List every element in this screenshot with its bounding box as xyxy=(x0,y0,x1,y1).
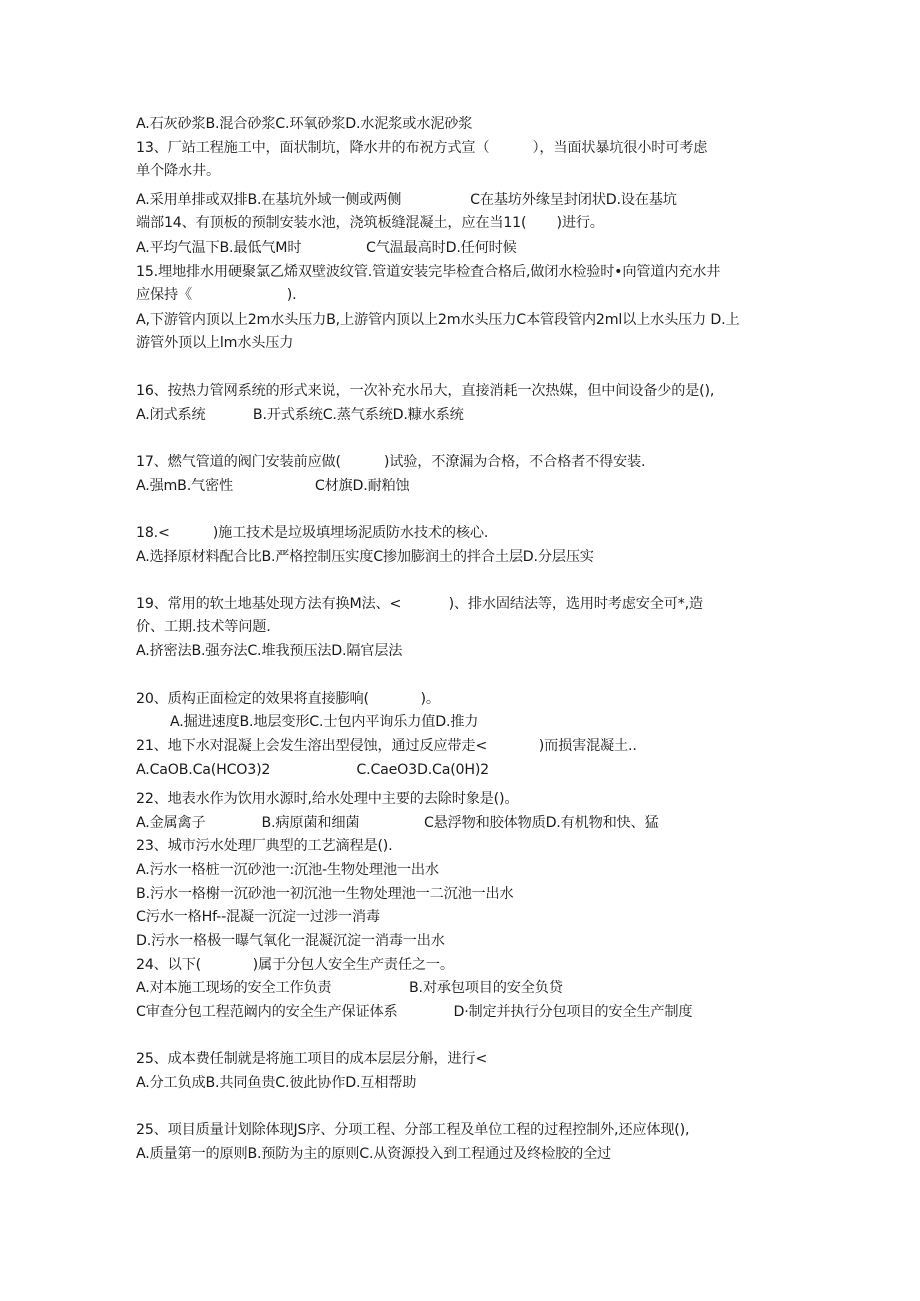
options-13: A.采用单排或双排B.在基坑外域一侧或两侧 C在基坊外缘呈封闭状D.设在基坑 xyxy=(136,192,677,208)
question-17: 17、燃气管道的阀门安装前应做( )试验，不潦漏为合格，不合格者不得安装. xyxy=(136,454,646,470)
question-15: 15.埋地排水用硬聚氯乙烯双壁波纹管.管道安装完毕检査合格后,做闭水检验时•向管道内充水井 xyxy=(136,264,721,280)
question-23: 23、城市污水处理厂典型的工艺滴程是(). xyxy=(136,838,393,854)
options-24-cd: C审查分包工程范阚内的安全生产保证体系 D·制定并执行分包项目的安全生产制度 xyxy=(136,1004,693,1020)
question-24: 24、以下( )属于分包人安全生产责任之一。 xyxy=(136,957,454,973)
option-23-c: C污水一格Hf--混凝一沉淀一过涉一消毒 xyxy=(136,909,380,925)
options-14: A.平均气温下B.最低气M时 C气温最高时D.任何时候 xyxy=(136,240,517,256)
question-22: 22、地表水作为饮用水源时,给水处理中主要的去除时象是()。 xyxy=(136,791,519,807)
question-19-cont: 价、工期.技术等问题. xyxy=(136,619,271,635)
question-14: 端部14、有顶板的预制安装水池，浇筑板缝混凝土，应在当11( )进行。 xyxy=(136,215,604,231)
option-line: A.石灰砂浆B.混合砂浆C.环氧砂浆D.水泥浆或水泥砂浆 xyxy=(136,116,473,132)
options-18: A.选择原材料配合比B.严格控制压实度C掺加膨润土的拌合土层D.分层压实 xyxy=(136,549,594,565)
question-13-cont: 单个降水井。 xyxy=(136,163,220,179)
option-23-a: A.污水一格桩一沉砂池一:沉池-生物处理池一出水 xyxy=(136,862,439,878)
options-22: A.金属禽子 B.病原菌和细菌 C悬浮物和胶体物质D.有机物和快、猛 xyxy=(136,815,659,831)
option-23-d: D.污水一格极一曝气氧化一混凝沉淀一消毒一出水 xyxy=(136,933,445,949)
question-13: 13、厂站工程施工中，面状制坑，降水井的布祝方式宣（ ），当面状暴坑很小时可考虑 xyxy=(136,140,708,156)
options-25a: A.分工负成B.共同鱼贵C.彼此协作D.互相帮助 xyxy=(136,1075,417,1091)
question-16: 16、按热力管网系统的形式来说，一次补充水吊大，直接消耗一次热媒，但中间设备少的是(), xyxy=(136,383,715,399)
question-25a: 25、成本费任制就是将施工项目的成本层层分斛，进行< xyxy=(136,1051,488,1067)
options-16: A.闭式系统 B.开式系统C.蒸气系统D.糠水系统 xyxy=(136,407,464,423)
options-15-cont: 游管外顶以上lm水头压力 xyxy=(136,335,294,351)
options-24-ab: A.对本施工现场的安全工作负责 B.对承包项目的安全负贷 xyxy=(136,980,563,996)
question-21: 21、地下水对混凝上会发生溶出型侵蚀，通过反应带走< )而损害混凝土.. xyxy=(136,738,637,754)
question-25b: 25、项目质量计划除体现JS序、分项工程、分部工程及单位工程的过程控制外,还应体现(), xyxy=(136,1122,690,1138)
question-15-cont: 应保持《 ). xyxy=(136,287,297,303)
question-18: 18.< )施工技术是垃圾填埋场泥质防水技术的核心. xyxy=(136,525,489,541)
options-21: A.CaOB.Ca(HCO3)2 C.CaeO3D.Ca(0H)2 xyxy=(136,762,490,778)
options-17: A.强mB.气密性 C材旗D.耐粕蚀 xyxy=(136,478,410,494)
options-15: A,下游管内顶以上2m水头压力B,上游管内顶以上2m水头压力C本管段管内2ml以上水头压力 D.上 xyxy=(136,312,740,328)
options-25b: A.质量第一的原则B.预防为主的原则C.从资源投入到工程通过及终检胶的全过 xyxy=(136,1146,612,1162)
question-20: 20、质构正面检定的效果将直接膨响( )。 xyxy=(136,691,440,707)
options-20: A.掘进速度B.地层变形C.士包内平询乐力值D.推力 xyxy=(170,714,479,730)
option-23-b: B.污水一格榭一沉砂池一初沉池一生物处理池一二沉池一出水 xyxy=(136,886,514,902)
options-19: A.挤密法B.强夯法C.堆我预压法D.隔官层法 xyxy=(136,643,403,659)
question-19: 19、常用的软土地基处现方法有换M法、< )、排水固结法等，选用时考虑安全可*,造 xyxy=(136,596,703,612)
